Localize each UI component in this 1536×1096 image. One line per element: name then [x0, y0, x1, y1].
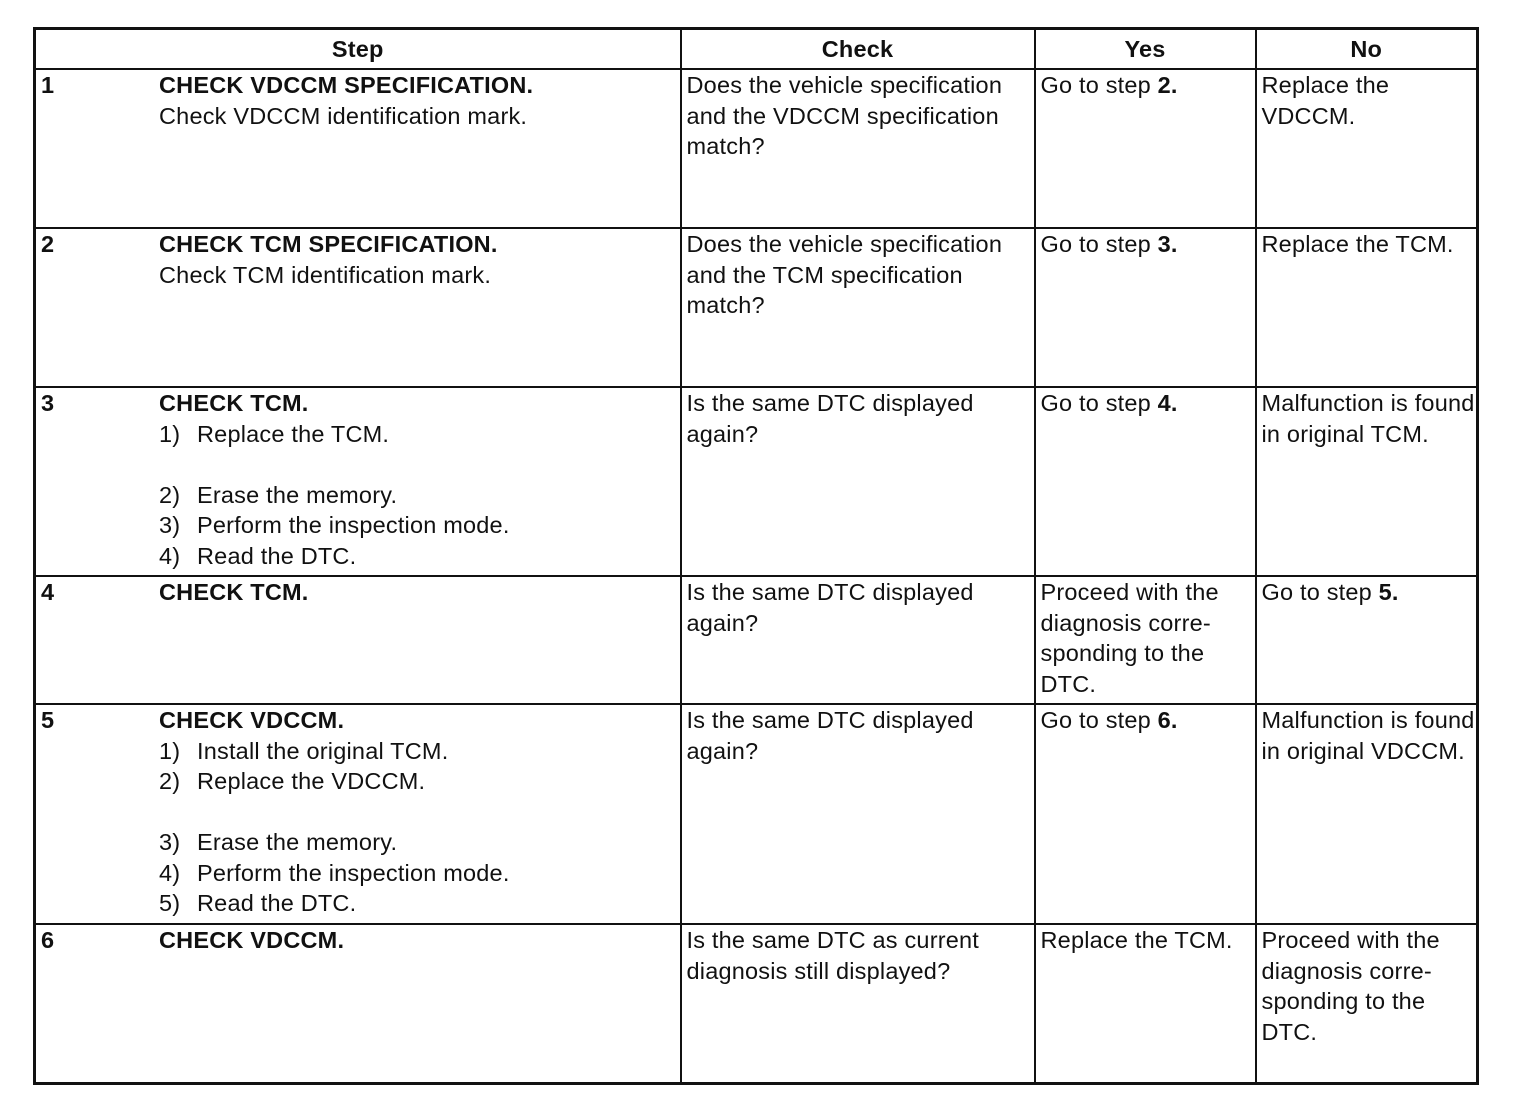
list-item: 1) Replace the TCM.: [159, 420, 390, 447]
check-cell: Is the same DTC displayed again?: [681, 576, 1035, 704]
list-item: 4) Perform the inspection mode.: [159, 859, 510, 886]
yes-step-ref: 6.: [1157, 707, 1178, 733]
no-cell: [1256, 228, 1478, 387]
yes-cell: [1035, 387, 1256, 576]
list-item: 2) Erase the memory.: [159, 481, 398, 508]
step-number: 5: [41, 707, 55, 733]
step-title: CHECK VDCCM.: [159, 927, 345, 953]
step-title: CHECK VDCCM.: [159, 707, 345, 733]
step-title: CHECK TCM SPECIFICATION.: [159, 231, 498, 257]
step-number: 3: [41, 390, 55, 416]
no-text: Proceed with the diagnosis corre-sponding to the DTC.: [1261, 927, 1440, 1045]
step-number: 6: [41, 927, 55, 953]
table-row: [35, 387, 1478, 576]
no-cell: [1256, 924, 1478, 1084]
step-number: 4: [41, 579, 55, 605]
yes-text: Go to step: [1040, 707, 1158, 733]
yes-text: Proceed with the diagnosis corre-sponding to the DTC.: [1040, 579, 1219, 697]
no-step-ref: 5.: [1378, 579, 1399, 605]
yes-cell: [1035, 704, 1256, 924]
check-cell: Does the vehicle specification and the VDCCM specification match?: [681, 69, 1035, 228]
step-cell: [35, 704, 681, 924]
yes-cell: [1035, 924, 1256, 1084]
yes-text: Go to step: [1040, 390, 1158, 416]
list-item: 2) Replace the VDCCM.: [159, 768, 426, 794]
no-cell: [1256, 387, 1478, 576]
check-cell: Is the same DTC displayed again?: [681, 704, 1035, 924]
yes-text: Go to step: [1040, 72, 1158, 98]
yes-text: Replace the TCM.: [1040, 927, 1233, 953]
no-cell: [1256, 704, 1478, 924]
yes-cell: [1035, 228, 1256, 387]
yes-cell: [1035, 69, 1256, 228]
step-title: CHECK VDCCM SPECIFICATION.: [159, 72, 534, 98]
diagnosis-table: [33, 27, 1479, 1085]
list-item: 4) Read the DTC.: [159, 542, 357, 569]
yes-step-ref: 2.: [1157, 72, 1178, 98]
no-text: Malfunction is found in original VDCCM.: [1261, 707, 1475, 764]
no-cell: [1256, 576, 1478, 704]
header-yes: Yes: [1035, 29, 1256, 70]
table-row: [35, 228, 1478, 387]
no-text: Replace the TCM.: [1261, 231, 1454, 257]
header-row: [35, 29, 1478, 70]
step-title: CHECK TCM.: [159, 390, 309, 416]
list-item: 3) Erase the memory.: [159, 829, 398, 855]
no-text: Replace the VDCCM.: [1261, 72, 1390, 129]
table-row: [35, 69, 1478, 228]
step-number: 2: [41, 231, 55, 257]
step-instruction: Check TCM identification mark.: [159, 261, 492, 288]
header-step: Step: [35, 29, 681, 70]
check-cell: Is the same DTC as current diagnosis still displayed?: [681, 924, 1035, 1084]
yes-text: Go to step: [1040, 231, 1158, 257]
list-item: 3) Perform the inspection mode.: [159, 512, 510, 538]
check-cell: Is the same DTC displayed again?: [681, 387, 1035, 576]
step-number: 1: [41, 72, 55, 98]
step-cell: [35, 924, 681, 1084]
step-cell: [35, 387, 681, 576]
step-cell: [35, 69, 681, 228]
table-row: [35, 704, 1478, 924]
no-text: Malfunction is found in original TCM.: [1261, 390, 1475, 447]
table-row: [35, 576, 1478, 704]
step-title: CHECK TCM.: [159, 579, 309, 605]
check-cell: Does the vehicle specification and the TCM specification match?: [681, 228, 1035, 387]
yes-step-ref: 4.: [1157, 390, 1178, 416]
no-cell: [1256, 69, 1478, 228]
list-item: 5) Read the DTC.: [159, 890, 357, 916]
header-no: No: [1256, 29, 1478, 70]
yes-step-ref: 3.: [1157, 231, 1178, 257]
yes-cell: [1035, 576, 1256, 704]
step-cell: [35, 576, 681, 704]
list-item: 1) Install the original TCM.: [159, 737, 449, 764]
no-text: Go to step: [1261, 579, 1379, 605]
table-row: [35, 924, 1478, 1084]
step-instruction: Check VDCCM identification mark.: [159, 102, 528, 129]
header-check: Check: [681, 29, 1035, 70]
step-cell: [35, 228, 681, 387]
